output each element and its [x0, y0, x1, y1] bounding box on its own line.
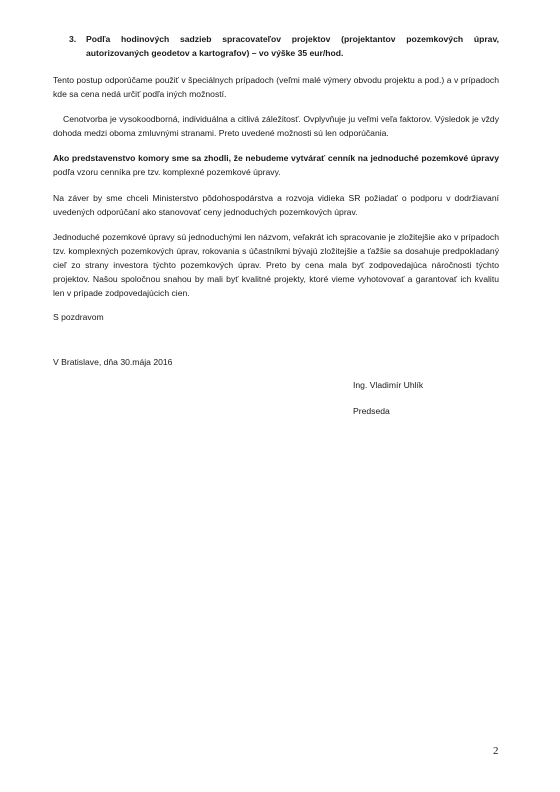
- signatory-name: Ing. Vladimír Uhlík: [353, 380, 424, 390]
- paragraph-special-cases: Tento postup odporúčame použiť v špeciálnych prípadoch (veľmi malé výmery obvodu projektu a pod.) a v prípadoch kde sa cena nedá určiť podľa iných možností.: [53, 75, 499, 99]
- paragraph-board-decision: [53, 151, 499, 179]
- list-item-text: Podľa hodinových sadzieb spracovateľov projektov (projektantov pozemkových úprav, autorizovaných geodetov a kartografov) – vo výške 35 eur/hod.: [86, 34, 499, 58]
- board-decision-rest-text: podľa vzoru cenníka pre tzv. komplexné pozemkové úpravy.: [53, 167, 281, 177]
- list-item-number: 3.: [69, 34, 77, 44]
- paragraph-ministry-request: Na záver by sme chceli Ministerstvo pôdohospodárstva a rozvoja vidieka SR požiadať o podporu v dodržiavaní uvedených odporúčaní ako stanovovať ceny jednoduchých pozemkových úprav.: [53, 193, 499, 217]
- list-item-3: [53, 32, 499, 60]
- paragraph-simple-land-adjustments: Jednoduché pozemkové úpravy sú jednoduchými len názvom, veľakrát ich spracovanie je zložitejšie ako v prípadoch tzv. komplexných pozemkových úprav, rokovania s účastníkmi bývajú zložitejšie a ťažšie sa dosahuje predpokladaný cieľ zo strany investora týchto pozemkových úprav. Preto by cena mala byť zodpovedajúca náročnosti týchto projektov. Našou spoločnou snahou by mali byť kvalitné projekty, ktoré vieme vyhotovovať a garantovať ich kvalitu len v prípade zodpovedajúcich cien.: [53, 232, 499, 298]
- page-number: 2: [493, 745, 499, 757]
- greeting: S pozdravom: [53, 312, 104, 322]
- board-decision-bold-text: Ako predstavenstvo komory sme sa zhodli, že nebudeme vytvárať cenník na jednoduché pozemkové úpravy: [53, 153, 499, 163]
- paragraph-pricing: Cenotvorba je vysokoodborná, individuálna a citlivá záležitosť. Ovplyvňuje ju veľmi veľa faktorov. Výsledok je vždy dohoda medzi oboma zmluvnými stranami. Preto uvedené možnosti sú len odporúčania.: [53, 114, 499, 138]
- place-and-date: V Bratislave, dňa 30.mája 2016: [53, 357, 173, 367]
- signatory-role: Predseda: [353, 406, 390, 416]
